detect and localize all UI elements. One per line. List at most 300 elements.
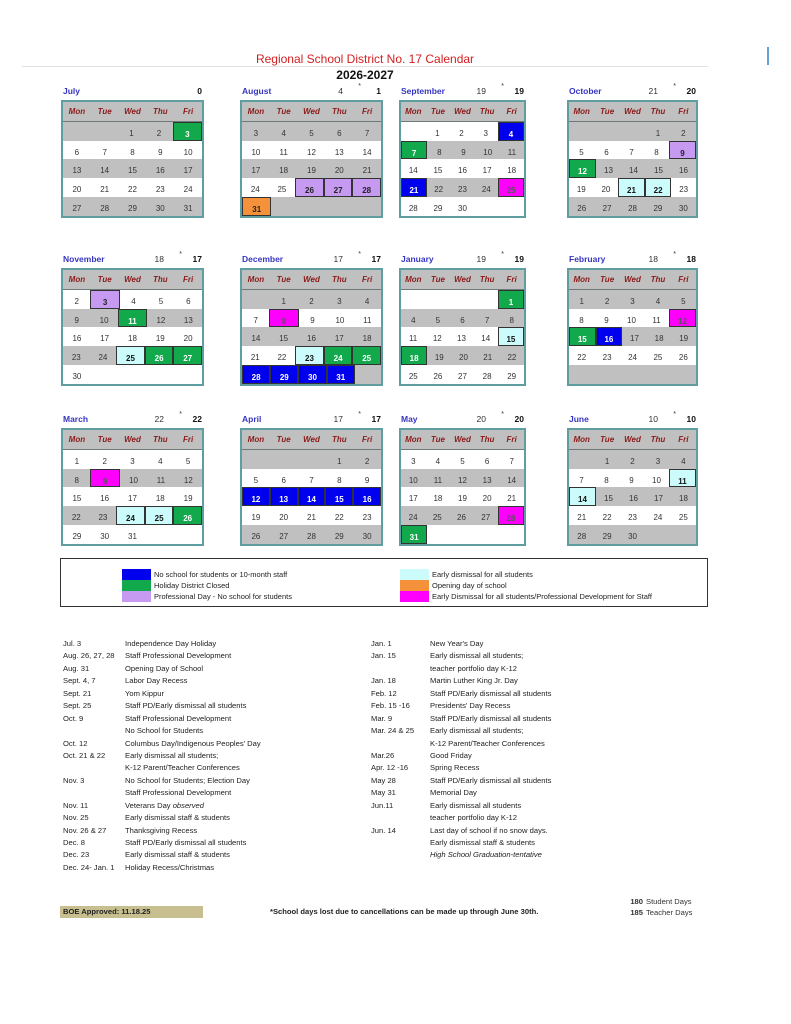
day-cell-blue[interactable]: 12 (242, 487, 270, 506)
day-cell[interactable]: 19 (251, 513, 261, 523)
day-cell-blue[interactable]: 28 (242, 365, 270, 384)
day-cell[interactable]: 29 (72, 531, 82, 541)
day-cell[interactable]: 23 (98, 513, 108, 523)
day-cell-green[interactable]: 26 (145, 346, 174, 365)
day-cell[interactable]: 7 (579, 475, 584, 485)
month-calendar-grid (567, 268, 698, 386)
day-cell[interactable]: 19 (183, 494, 193, 504)
day-cell-magenta[interactable]: 25 (498, 178, 524, 197)
event-text-italic: observed (172, 800, 204, 810)
day-cell[interactable]: 7 (509, 456, 514, 466)
day-cell[interactable]: 13 (183, 315, 193, 325)
day-cell[interactable]: 7 (364, 128, 370, 138)
day-cell[interactable]: 10 (129, 475, 138, 485)
day-cell[interactable]: 31 (128, 531, 137, 541)
day-cell[interactable]: 28 (628, 203, 637, 213)
day-cell[interactable]: 2 (604, 296, 610, 306)
event-description (430, 675, 518, 687)
day-cell[interactable]: 10 (652, 475, 661, 485)
day-cell[interactable]: 1 (281, 296, 286, 306)
day-cell[interactable]: 25 (432, 513, 442, 523)
day-cell[interactable]: 8 (579, 315, 584, 325)
weekday-label: Mon (573, 275, 590, 284)
day-cell[interactable]: 12 (458, 475, 467, 485)
day-cell[interactable]: 10 (251, 147, 261, 157)
day-cell[interactable]: 9 (310, 315, 315, 325)
day-cell[interactable]: 27 (458, 371, 467, 381)
event-row (371, 800, 671, 812)
weekday-label: Fri (506, 275, 517, 284)
day-cell[interactable]: 8 (74, 475, 79, 485)
day-cell-green[interactable]: 24 (324, 346, 353, 365)
day-cell[interactable]: 21 (577, 513, 587, 523)
day-cell[interactable]: 19 (155, 334, 165, 344)
day-cell-green[interactable]: 31 (401, 525, 427, 544)
day-cell[interactable]: 22 (334, 513, 344, 523)
student-day-count: 21 (648, 86, 658, 96)
day-cell[interactable]: 11 (433, 475, 443, 485)
day-cell[interactable]: 22 (602, 513, 612, 523)
day-cell[interactable]: 10 (183, 147, 193, 157)
day-cell[interactable]: 15 (279, 334, 289, 344)
month-november (61, 252, 204, 386)
teacher-day-count: 10 (686, 414, 696, 424)
day-cell[interactable]: 14 (100, 166, 110, 176)
day-cell[interactable]: 22 (507, 353, 517, 363)
day-cell[interactable]: 30 (155, 203, 165, 213)
day-cell[interactable]: 23 (679, 185, 689, 195)
day-cell[interactable]: 17 (482, 166, 492, 176)
day-cell[interactable]: 18 (362, 334, 372, 344)
day-cell-green[interactable]: 11 (118, 309, 147, 328)
day-cell[interactable]: 2 (102, 456, 107, 466)
day-cell[interactable]: 18 (679, 494, 688, 504)
day-cell[interactable]: 20 (279, 513, 289, 523)
day-cell[interactable]: 5 (435, 315, 441, 325)
day-cell[interactable]: 6 (460, 315, 465, 325)
day-cell-purple[interactable]: 9 (669, 141, 696, 160)
day-cell[interactable]: 5 (185, 456, 191, 466)
day-cell[interactable]: 6 (186, 296, 191, 306)
day-cell-cyan[interactable]: 22 (645, 178, 672, 197)
day-cell[interactable]: 4 (681, 456, 686, 466)
day-cell[interactable]: 2 (630, 456, 635, 466)
day-cell-blue[interactable]: 4 (498, 122, 524, 141)
weekday-label: Thu (331, 107, 347, 116)
day-cell[interactable]: 2 (309, 296, 314, 306)
day-cell[interactable]: 20 (459, 353, 468, 363)
teacher-day-count: 22 (192, 414, 202, 424)
event-date: Oct. 12 (63, 738, 88, 748)
day-cell-orange[interactable]: 31 (242, 197, 271, 216)
day-cell[interactable]: 18 (654, 334, 664, 344)
day-cell[interactable]: 22 (434, 185, 444, 195)
day-cell[interactable]: 30 (628, 531, 637, 541)
day-cell[interactable]: 14 (362, 147, 372, 157)
day-cell[interactable]: 15 (604, 494, 613, 504)
day-cell[interactable]: 27 (481, 513, 491, 523)
day-cell[interactable]: 23 (362, 513, 372, 523)
day-cell[interactable]: 2 (74, 296, 79, 306)
day-cell[interactable]: 30 (678, 203, 688, 213)
day-cell[interactable]: 4 (435, 456, 441, 466)
day-cell[interactable]: 28 (100, 203, 110, 213)
day-cell[interactable]: 19 (434, 353, 444, 363)
day-cell[interactable]: 18 (128, 334, 137, 344)
day-cell[interactable]: 24 (481, 185, 491, 195)
day-cell[interactable]: 2 (681, 128, 686, 138)
day-cell[interactable]: 14 (408, 166, 418, 176)
day-cell[interactable]: 12 (156, 315, 166, 325)
day-cell[interactable]: 28 (577, 531, 587, 541)
day-cell[interactable]: 29 (433, 203, 443, 213)
day-cell[interactable]: 4 (158, 456, 163, 466)
day-cell[interactable]: 17 (128, 494, 137, 504)
day-cell-blue[interactable]: 16 (596, 327, 623, 346)
weekday-header-row (569, 270, 696, 290)
day-cell[interactable]: 9 (364, 475, 370, 485)
day-cell[interactable]: 24 (628, 353, 637, 363)
day-cell-blue[interactable]: 30 (298, 365, 326, 384)
day-cell[interactable]: 10 (99, 315, 109, 325)
day-cell[interactable]: 21 (507, 494, 517, 504)
day-cell[interactable]: 5 (579, 147, 584, 157)
day-cell[interactable]: 4 (655, 296, 661, 306)
day-cell[interactable]: 18 (279, 166, 289, 176)
day-cell-blue[interactable]: 14 (298, 487, 326, 506)
day-cell[interactable]: 1 (655, 128, 661, 138)
day-cell[interactable]: 7 (253, 315, 258, 325)
day-cell[interactable]: 16 (155, 166, 165, 176)
legend-label: Early dismissal for all students (432, 570, 533, 579)
day-cell[interactable]: 29 (507, 371, 517, 381)
day-cell-green[interactable]: 25 (352, 346, 381, 365)
day-cell[interactable]: 27 (72, 203, 82, 213)
day-cell[interactable]: 15 (72, 494, 82, 504)
day-cell[interactable]: 8 (130, 147, 135, 157)
week-row (401, 327, 524, 346)
day-cell[interactable]: 16 (307, 334, 316, 344)
day-cell[interactable]: 8 (604, 475, 609, 485)
day-cell-cyan[interactable]: 25 (116, 346, 145, 365)
day-cell[interactable]: 17 (408, 494, 418, 504)
day-cell[interactable]: 8 (654, 147, 659, 157)
day-cell[interactable]: 8 (509, 315, 514, 325)
day-cell[interactable]: 17 (251, 166, 261, 176)
day-cell[interactable]: 22 (71, 513, 81, 523)
weekday-label: Thu (479, 107, 495, 116)
day-cell[interactable]: 26 (577, 203, 587, 213)
day-cell[interactable]: 7 (102, 147, 107, 157)
day-cell[interactable]: 4 (411, 315, 416, 325)
day-cell[interactable]: 24 (408, 513, 418, 523)
day-cell[interactable]: 14 (251, 334, 261, 344)
day-cell[interactable]: 6 (484, 456, 490, 466)
day-cell[interactable]: 27 (279, 531, 289, 541)
day-cell[interactable]: 2 (364, 456, 370, 466)
day-cell[interactable]: 12 (183, 475, 193, 485)
day-cell[interactable]: 13 (604, 166, 613, 176)
day-cell[interactable]: 29 (602, 531, 612, 541)
day-cell[interactable]: 23 (602, 353, 612, 363)
weekday-label: Thu (479, 275, 495, 284)
day-cell[interactable]: 24 (653, 513, 663, 523)
week-row (569, 159, 696, 178)
day-cell[interactable]: 23 (628, 513, 637, 523)
day-cell[interactable]: 21 (250, 353, 260, 363)
week-row (569, 122, 696, 141)
day-cell[interactable]: 3 (630, 296, 635, 306)
day-cell[interactable]: 24 (98, 353, 108, 363)
day-cell[interactable]: 22 (277, 353, 287, 363)
day-cell-cyan[interactable]: 14 (569, 487, 596, 506)
day-cell[interactable]: 16 (679, 166, 688, 176)
day-cell[interactable]: 26 (678, 353, 688, 363)
day-cell[interactable]: 22 (577, 353, 587, 363)
day-cell-blue[interactable]: 16 (353, 487, 381, 506)
day-cell[interactable]: 17 (334, 334, 344, 344)
day-cell[interactable]: 30 (72, 371, 82, 381)
day-cell[interactable]: 3 (130, 456, 135, 466)
day-cell[interactable]: 2 (459, 128, 464, 138)
day-cell[interactable]: 11 (408, 334, 418, 344)
event-description (430, 700, 510, 712)
day-cell[interactable]: 14 (629, 166, 638, 176)
day-cell[interactable]: 5 (309, 128, 314, 138)
day-cell[interactable]: 21 (483, 353, 493, 363)
day-cell-cyan[interactable]: 25 (145, 506, 174, 525)
day-cell[interactable]: 23 (458, 185, 467, 195)
month-header (399, 252, 526, 268)
day-cell[interactable]: 11 (507, 147, 517, 157)
student-day-count: 20 (476, 414, 486, 424)
day-cell[interactable]: 8 (337, 475, 342, 485)
day-cell-green[interactable]: 15 (569, 327, 596, 346)
day-cell[interactable]: 30 (362, 531, 372, 541)
day-cell[interactable]: 12 (432, 334, 442, 344)
events-list-right (371, 638, 671, 862)
day-cell[interactable]: 13 (72, 166, 82, 176)
day-cell-cyan[interactable]: 21 (618, 178, 645, 197)
day-cell[interactable]: 3 (483, 128, 488, 138)
day-cell[interactable]: 23 (71, 353, 81, 363)
week-row (569, 525, 696, 544)
day-cell[interactable]: 10 (408, 475, 418, 485)
day-cell-magenta[interactable]: 28 (498, 506, 524, 525)
week-row (569, 197, 696, 216)
day-cell[interactable]: 22 (128, 185, 137, 195)
event-text: No School for Students; Election Day (125, 775, 250, 785)
day-cell-blue[interactable]: 29 (270, 365, 298, 384)
day-cell-blue[interactable]: 15 (325, 487, 353, 506)
day-cell[interactable]: 4 (364, 296, 370, 306)
empty-day-cell (119, 365, 147, 384)
day-cell[interactable]: 20 (72, 185, 82, 195)
day-cell[interactable]: 20 (482, 494, 492, 504)
day-cell-purple[interactable]: 27 (324, 178, 353, 197)
day-cell[interactable]: 15 (128, 166, 137, 176)
day-cell-cyan[interactable]: 23 (295, 346, 324, 365)
day-cell[interactable]: 21 (362, 166, 372, 176)
empty-day-cell (355, 365, 381, 384)
day-cell[interactable]: 25 (653, 353, 663, 363)
day-cell[interactable]: 17 (183, 166, 193, 176)
day-cell[interactable]: 26 (457, 513, 466, 523)
event-text: Staff PD/Early dismissal all students (125, 701, 247, 711)
day-cell-purple[interactable]: 26 (295, 178, 324, 197)
day-cell-green[interactable]: 12 (569, 159, 596, 178)
day-cell-cyan[interactable]: 15 (498, 327, 524, 346)
day-cell[interactable]: 9 (629, 475, 634, 485)
day-cell[interactable]: 1 (435, 128, 440, 138)
day-cell[interactable]: 17 (654, 494, 663, 504)
day-cell[interactable]: 6 (74, 147, 80, 157)
event-description (125, 750, 218, 762)
day-cell[interactable]: 21 (307, 513, 316, 523)
day-cell[interactable]: 4 (281, 128, 286, 138)
week-row (569, 365, 696, 384)
day-cell[interactable]: 28 (408, 203, 418, 213)
day-cell[interactable]: 1 (337, 456, 342, 466)
day-cell-green[interactable]: 3 (173, 122, 202, 141)
day-cell[interactable]: 5 (158, 296, 164, 306)
day-cell[interactable]: 29 (334, 531, 344, 541)
day-cell-blue[interactable]: 31 (327, 365, 355, 384)
weekday-label: Mon (68, 435, 86, 444)
day-cell[interactable]: 10 (627, 315, 636, 325)
day-cell[interactable]: 13 (334, 147, 344, 157)
day-cell[interactable]: 30 (458, 203, 467, 213)
day-cell[interactable]: 20 (601, 185, 611, 195)
weekday-label: Wed (624, 275, 641, 284)
day-cell[interactable]: 16 (458, 166, 467, 176)
day-cell[interactable]: 25 (277, 185, 287, 195)
legend-label: Professional Day - No school for students (154, 592, 292, 601)
day-cell[interactable]: 3 (337, 296, 342, 306)
day-cell[interactable]: 3 (411, 456, 416, 466)
day-cell[interactable]: 31 (183, 203, 193, 213)
day-cell[interactable]: 4 (131, 296, 136, 306)
day-cell[interactable]: 1 (579, 296, 584, 306)
day-cell[interactable]: 11 (156, 475, 166, 485)
day-cell[interactable]: 5 (681, 296, 686, 306)
day-cell-green[interactable]: 26 (173, 506, 202, 525)
day-cell[interactable]: 18 (155, 494, 165, 504)
day-cell[interactable]: 6 (281, 475, 286, 485)
day-cell-cyan[interactable]: 24 (116, 506, 145, 525)
day-cell[interactable]: 9 (461, 147, 466, 157)
day-cell[interactable]: 25 (678, 513, 688, 523)
day-cell[interactable]: 20 (183, 334, 193, 344)
day-cell[interactable]: 16 (629, 494, 638, 504)
student-days-count: 180 (630, 897, 643, 906)
day-cell[interactable]: 17 (100, 334, 110, 344)
day-cell-purple[interactable]: 3 (90, 290, 119, 309)
day-cell-magenta[interactable]: 8 (269, 309, 298, 328)
day-cell[interactable]: 18 (433, 494, 443, 504)
day-cell[interactable]: 16 (100, 494, 110, 504)
day-cell-blue[interactable]: 21 (401, 178, 427, 197)
day-cell-magenta[interactable]: 9 (90, 469, 119, 488)
day-cell[interactable]: 5 (253, 475, 259, 485)
day-cell[interactable]: 19 (576, 185, 586, 195)
day-cell-blue[interactable]: 13 (270, 487, 298, 506)
day-cell[interactable]: 3 (655, 456, 661, 466)
day-cell[interactable]: 10 (335, 315, 345, 325)
day-cell[interactable]: 1 (604, 456, 610, 466)
day-cell[interactable]: 5 (460, 456, 465, 466)
day-cell-purple[interactable]: 28 (352, 178, 381, 197)
day-cell[interactable]: 11 (279, 147, 288, 157)
day-cell-green[interactable]: 18 (401, 346, 427, 365)
day-cell[interactable]: 26 (433, 371, 443, 381)
day-cell[interactable]: 1 (74, 456, 80, 466)
day-cell[interactable]: 24 (183, 185, 193, 195)
day-cell[interactable]: 15 (654, 166, 663, 176)
day-cell[interactable]: 9 (604, 315, 609, 325)
day-cell[interactable]: 17 (630, 334, 639, 344)
day-cell[interactable]: 29 (653, 203, 663, 213)
day-cell[interactable]: 19 (679, 334, 689, 344)
event-description (125, 775, 250, 787)
day-cell-green[interactable]: 1 (498, 290, 524, 309)
day-cell[interactable]: 2 (156, 128, 162, 138)
day-cell[interactable]: 9 (74, 315, 79, 325)
day-cell[interactable]: 19 (458, 494, 467, 504)
day-cell[interactable]: 27 (602, 203, 612, 213)
day-cell[interactable]: 16 (72, 334, 82, 344)
day-cell[interactable]: 20 (334, 166, 344, 176)
day-cell[interactable]: 7 (309, 475, 314, 485)
day-cell[interactable]: 1 (129, 128, 134, 138)
day-cell[interactable]: 28 (307, 531, 316, 541)
day-cell-green[interactable]: 27 (173, 346, 202, 365)
day-cell[interactable]: 14 (507, 475, 517, 485)
day-cell[interactable]: 15 (433, 166, 443, 176)
day-cell[interactable]: 28 (482, 371, 492, 381)
day-cell-magenta[interactable]: 12 (669, 309, 696, 328)
day-cell[interactable]: 13 (457, 334, 466, 344)
day-cell[interactable]: 18 (507, 166, 517, 176)
month-header (61, 252, 204, 268)
day-cell[interactable]: 29 (128, 203, 137, 213)
day-cell[interactable]: 19 (307, 166, 316, 176)
day-cell[interactable]: 11 (652, 315, 661, 325)
day-cell[interactable]: 9 (158, 147, 163, 157)
day-cell[interactable]: 6 (337, 128, 342, 138)
day-cell[interactable]: 26 (251, 531, 261, 541)
day-cell[interactable]: 11 (363, 315, 372, 325)
day-cell[interactable]: 7 (629, 147, 634, 157)
day-cell-green[interactable]: 7 (401, 141, 427, 160)
day-cell-cyan[interactable]: 11 (669, 469, 696, 488)
day-cell[interactable]: 13 (482, 475, 492, 485)
day-cell[interactable]: 7 (484, 315, 490, 325)
day-cell[interactable]: 24 (250, 185, 260, 195)
day-cell[interactable]: 30 (100, 531, 110, 541)
day-cell[interactable]: 3 (253, 128, 259, 138)
event-text: Staff Professional Development (125, 713, 232, 723)
day-cell[interactable]: 8 (437, 147, 442, 157)
day-cell[interactable]: 10 (483, 147, 493, 157)
day-cell[interactable]: 14 (481, 334, 491, 344)
day-cell[interactable]: 25 (408, 371, 418, 381)
day-cell[interactable]: 6 (604, 147, 609, 157)
day-cell[interactable]: 12 (307, 147, 316, 157)
day-cell[interactable]: 23 (155, 185, 165, 195)
day-cell[interactable]: 21 (100, 185, 110, 195)
event-text: Opening Day of School (125, 663, 204, 673)
